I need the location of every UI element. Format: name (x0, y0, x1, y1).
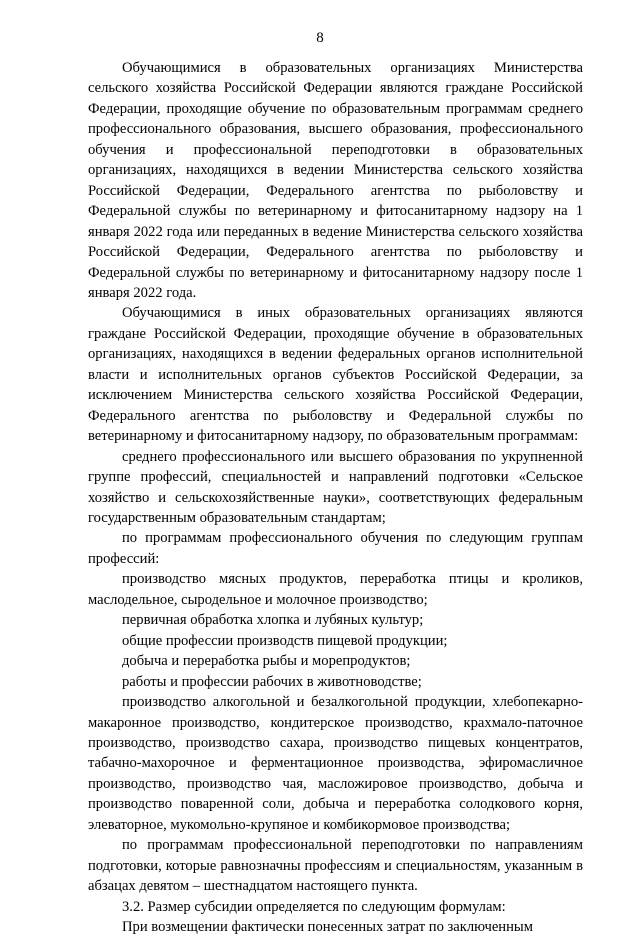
paragraph: При возмещении фактически понесенных затрат по заключенным (122, 919, 533, 936)
document-body (88, 58, 583, 937)
page-number: 8 (316, 30, 324, 46)
paragraph: по программам профессиональной переподготовки по направлениям подготовки, которые равнозначны профессиям и специальностям, указанным в абзацах девятом – шестнадцатом настоящего пункта. (88, 837, 583, 895)
paragraph: производство алкогольной и безалкогольной продукции, хлебопекарно-макаронное производство, кондитерское производство, крахмало-паточное производство, производство сахара, производство пищевых концентратов, табачно-махорочное и ферментационное производства, эфиромасличное производство, производство чая, масложировое производство, добыча и производство поваренной соли, добыча и переработка солодкового корня, элеваторное, мукомольно-крупяное и комбикормовое производства; (88, 694, 583, 833)
paragraph: работы и профессии рабочих в животноводстве; (122, 673, 422, 690)
paragraph: по программам профессионального обучения по следующим группам профессий: (88, 530, 583, 567)
paragraph: первичная обработка хлопка и лубяных культур; (122, 612, 424, 629)
paragraph: добыча и переработка рыбы и морепродуктов; (122, 653, 411, 670)
paragraph: Обучающимися в иных образовательных организациях являются граждане Российской Федерации, проходящие обучение в образовательных организациях, находящихся в ведении федеральных органов исполнительной власти и исполнительных органов субъектов Российской Федерации, за исключением Министерства сельского хозяйства Российской Федерации, Федерального агентства по рыболовству и Федеральной службы по ветеринарному и фитосанитарному надзору, по образовательным программам: (88, 305, 583, 445)
paragraph: 3.2. Размер субсидии определяется по следующим формулам: (122, 898, 506, 915)
paragraph: производство мясных продуктов, переработка птицы и кроликов, маслодельное, сыродельное и молочное производство; (88, 571, 583, 608)
paragraph: общие профессии производств пищевой продукции; (122, 632, 448, 649)
paragraph: Обучающимися в образовательных организациях Министерства сельского хозяйства Российской Федерации являются граждане Российской Федерации, проходящие обучение по образовательным программам среднего профессионального образования, высшего образования, профессионального обучения и профессиональной переподготовки в образовательных организациях, находящихся в ведении Министерства сельского хозяйства Российской Федерации, Федерального агентства по рыболовству и Федеральной службы по ветеринарному и фитосанитарному надзору на 1 января 2022 года или переданных в ведение Министерства сельского хозяйства Российской Федерации, Федерального агентства по рыболовству и Федеральной службы по ветеринарному и фитосанитарному надзору после 1 января 2022 года. (88, 60, 583, 301)
paragraph: среднего профессионального или высшего образования по укрупненной группе профессий, специальностей и направлений подготовки «Сельское хозяйство и сельскохозяйственные науки», соответствующих федеральным государственным образовательным стандартам; (88, 448, 583, 526)
